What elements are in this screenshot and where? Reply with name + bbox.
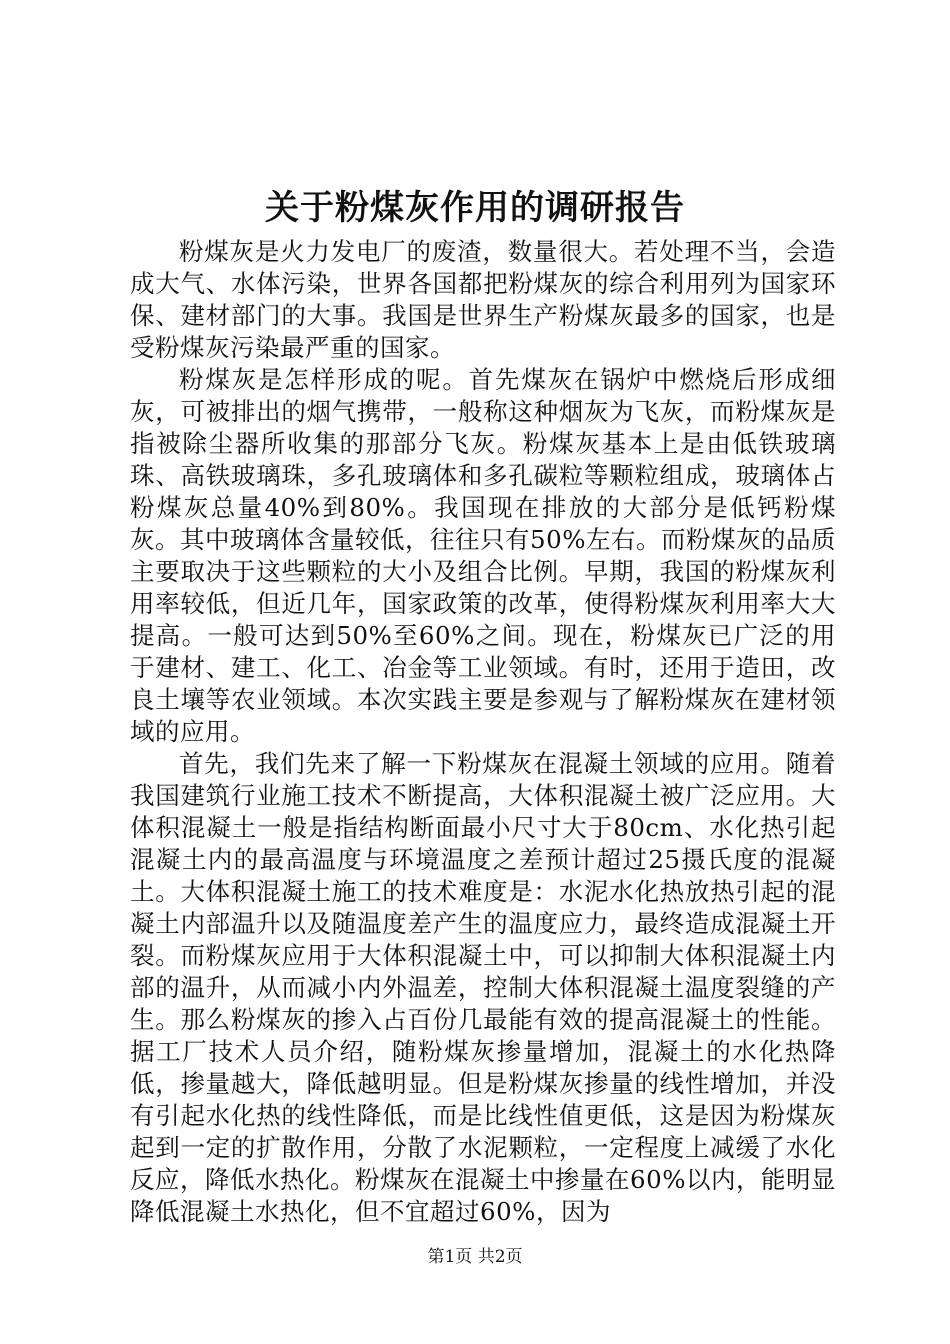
page-footer: 第1页 共2页: [427, 1247, 523, 1267]
paragraph-concrete: 首先，我们先来了解一下粉煤灰在混凝土领域的应用。随着我国建筑行业施工技术不断提高，大体积混凝土被广泛应用。大体积混凝土一般是指结构断面最小尺寸大于80cm、水化热引起混凝土内的最高温度与环境温度之差预计超过25摄氏度的混凝土。大体积混凝土施工的技术难度是：水泥水化热放热引起的混凝土内部温升以及随温度差产生的温度应力，最终造成混凝土开裂。而粉煤灰应用于大体积混凝土中，可以抑制大体积混凝土内部的温升，从而减小内外温差，控制大体积混凝土温度裂缝的产生。那么粉煤灰的掺入占百份几最能有效的提高混凝土的性能。据工厂技术人员介绍，随粉煤灰掺量增加，混凝土的水化热降低，掺量越大，降低越明显。但是粉煤灰掺量的线性增加，并没有引起水化热的线性降低，而是比线性值更低，这是因为粉煤灰起到一定的扩散作用，分散了水泥颗粒，一定程度上减缓了水化反应，降低水热化。粉煤灰在混凝土中掺量在60%以内，能明显降低混凝土水热化，但不宜超过60%，因为: [130, 749, 836, 1226]
paragraph-formation: 粉煤灰是怎样形成的呢。首先煤灰在锅炉中燃烧后形成细灰，可被排出的烟气携带，一般称这种烟灰为飞灰，而粉煤灰是指被除尘器所收集的那部分飞灰。粉煤灰基本上是由低铁玻璃珠、高铁玻璃珠，多孔玻璃体和多孔碳粒等颗粒组成，玻璃体占粉煤灰总量40%到80%。我国现在排放的大部分是低钙粉煤灰。其中玻璃体含量较低，往往只有50%左右。而粉煤灰的品质主要取决于这些颗粒的大小及组合比例。早期，我国的粉煤灰利用率较低，但近几年，国家政策的改革，使得粉煤灰利用率大大提高。一般可达到50%至60%之间。现在，粉煤灰已广泛的用于建材、建工、化工、冶金等工业领域。有时，还用于造田，改良土壤等农业领域。本次实践主要是参观与了解粉煤灰在建材领域的应用。: [130, 365, 836, 746]
document-body: [130, 236, 836, 1228]
document-title: 关于粉煤灰作用的调研报告: [265, 188, 685, 228]
paragraph-intro: 粉煤灰是火力发电厂的废渣，数量很大。若处理不当，会造成大气、水体污染，世界各国都把粉煤灰的综合利用列为国家环保、建材部门的大事。我国是世界生产粉煤灰最多的国家，也是受粉煤灰污染最严重的国家。: [130, 237, 836, 362]
